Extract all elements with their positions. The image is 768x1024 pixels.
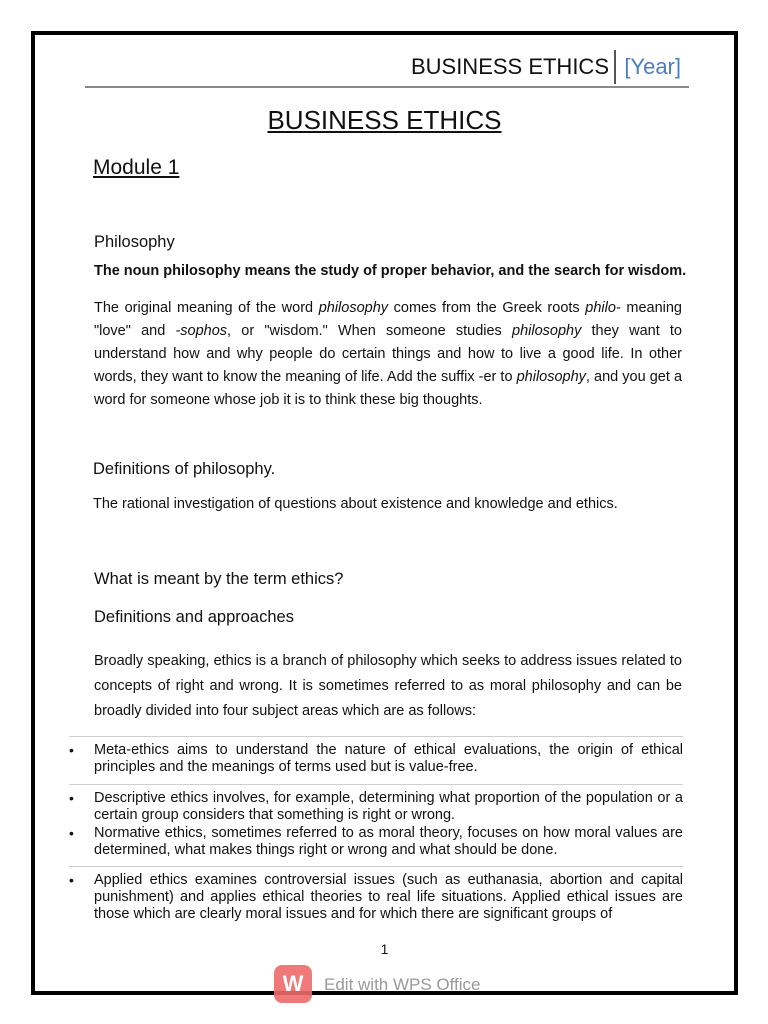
module-heading: Module 1 (93, 156, 180, 179)
divider (69, 866, 683, 867)
list-item: • Descriptive ethics involves, for example, determining what proportion of the population or a certain group considers that something is right or wrong. (69, 790, 683, 823)
bullet-icon: • (69, 742, 74, 758)
divider (69, 784, 683, 785)
philosophy-heading: Philosophy (94, 233, 175, 251)
bullet-icon: • (69, 790, 74, 806)
philosophy-paragraph: The original meaning of the word philosophy comes from the Greek roots philo- meaning "love" and -sophos, or "wisdom." When someone studies philosophy they want to understand how and why people do certain things and how to live a good life. In other words, they want to know the meaning of life. Add the suffix -er to philosophy, and you get a word for someone whose job it is to think these big thoughts. (94, 300, 683, 408)
header-year-field[interactable]: [Year] (624, 54, 681, 79)
approaches-heading: Definitions and approaches (94, 608, 294, 626)
list-item: • Applied ethics examines controversial issues (such as euthanasia, abortion and capital punishment) and applies ethical theories to real life situations. Applied ethical issues are those which are clearly moral issues and for which there are significant groups of (69, 872, 683, 922)
list-item: • Meta-ethics aims to understand the nature of ethical evaluations, the origin of ethical principles and the meanings of terms used but is value-free. (69, 742, 683, 775)
document-title: BUSINESS ETHICS (267, 105, 502, 135)
divider (69, 736, 683, 737)
wps-logo-icon: W (274, 965, 312, 1003)
definitions-heading: Definitions of philosophy. (93, 460, 276, 478)
wps-watermark-label: Edit with WPS Office (324, 975, 481, 994)
list-item: • Normative ethics, sometimes referred to as moral theory, focuses on how moral values are determined, what makes things right or wrong and what should be done. (69, 825, 683, 858)
header-separator (614, 50, 616, 84)
bullet-icon: • (69, 872, 74, 888)
bullet-icon: • (69, 825, 74, 841)
definitions-text: The rational investigation of questions about existence and knowledge and ethics. (93, 496, 618, 512)
ethics-question-heading: What is meant by the term ethics? (94, 570, 344, 588)
header-title: BUSINESS ETHICS (410, 54, 609, 79)
document-page (31, 31, 738, 995)
ethics-paragraph: Broadly speaking, ethics is a branch of philosophy which seeks to address issues related to concepts of right and wrong. It is sometimes referred to as moral philosophy and can be broadly divided into four subject areas which are as follows: (94, 653, 682, 719)
page-number: 1 (380, 941, 389, 957)
philosophy-summary: The noun philosophy means the study of proper behavior, and the search for wisdom. (94, 263, 687, 279)
page-header (85, 48, 689, 88)
